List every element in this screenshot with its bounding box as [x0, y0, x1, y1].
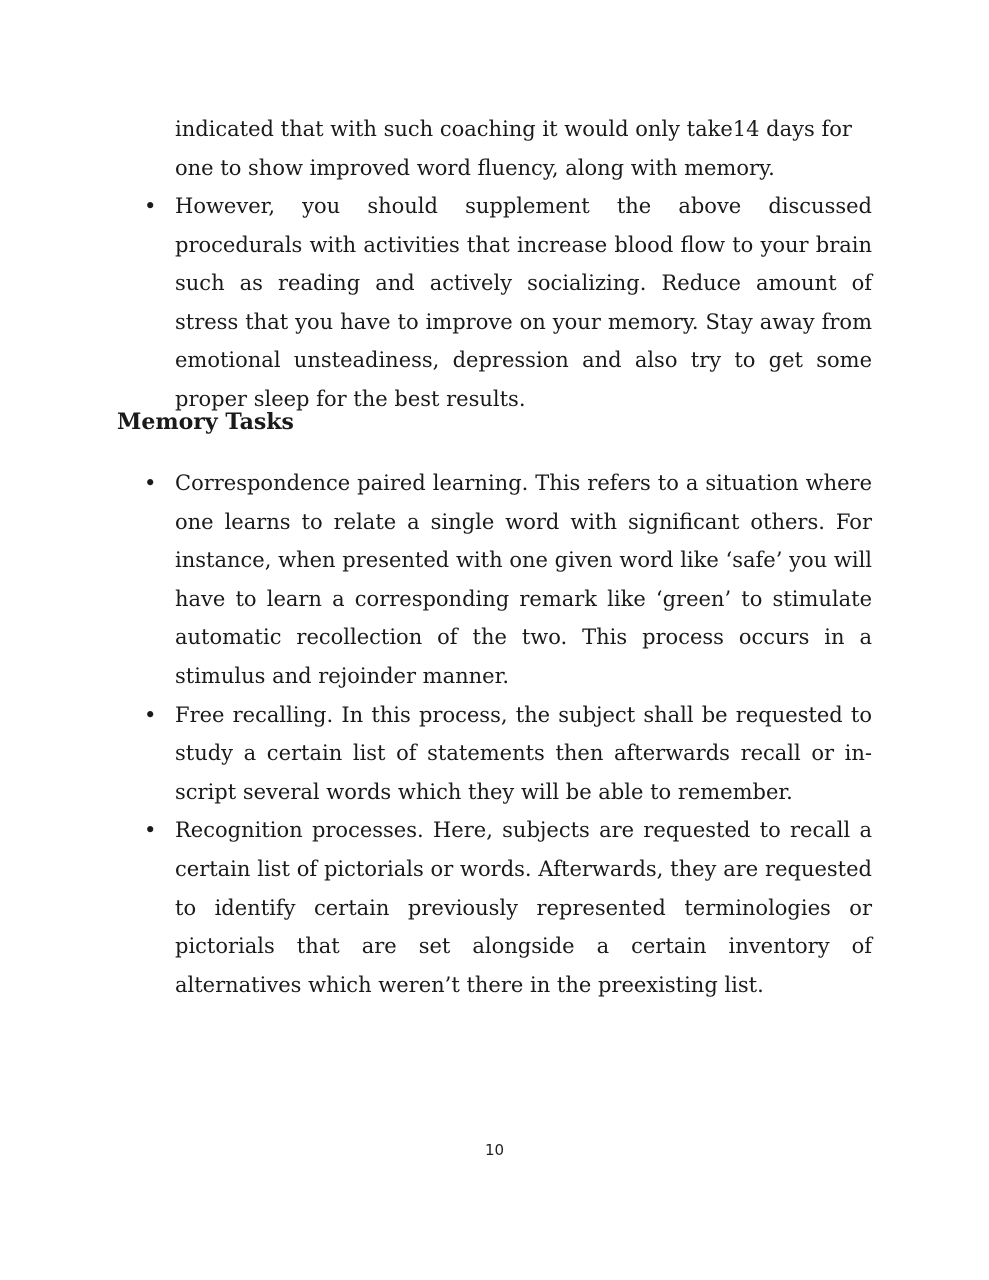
memory-tasks-list	[140, 464, 872, 1004]
list-item-text: Correspondence paired learning. This refers to a situation where one learns to relate a single word with significant others. For instance, when presented with one given word like ‘safe’ you will have to learn a corresponding remark like ‘green’ to stimulate automatic recollection of the two. This process occurs in a stimulus and rejoinder manner.	[175, 471, 872, 688]
list-item-text: Recognition processes. Here, subjects are requested to recall a certain list of pictorials or words. Afterwards, they are requested to identify certain previously represented terminologies or pictorials that are set alongside a certain inventory of alternatives which weren’t there in the preexisting list.	[175, 818, 872, 997]
bullet-list	[140, 187, 872, 419]
list-item	[140, 696, 872, 812]
bullet-icon: •	[144, 702, 157, 727]
bullet-icon: •	[144, 471, 157, 495]
page-number: 10	[484, 1141, 505, 1159]
section-heading: Memory Tasks	[117, 409, 294, 435]
bullet-icon: •	[144, 818, 157, 843]
list-item	[140, 187, 872, 419]
list-item	[140, 811, 872, 1004]
list-item-text: However, you should supplement the above discussed procedurals with activities that increase blood flow to your brain such as reading and actively socializing. Reduce amount of stress that you have to improve on your memory. Stay away from emotional unsteadiness, depression and also try to get some proper sleep for the best results.	[175, 194, 872, 411]
continuation-paragraph: indicated that with such coaching it would only take14 days for one to show improved word fluency, along with memory.	[175, 117, 852, 180]
list-item	[140, 464, 872, 696]
list-item-text: Free recalling. In this process, the subject shall be requested to study a certain list of statements then afterwards recall or in-script several words which they will be able to remember.	[175, 702, 872, 804]
bullet-icon: •	[144, 194, 157, 218]
